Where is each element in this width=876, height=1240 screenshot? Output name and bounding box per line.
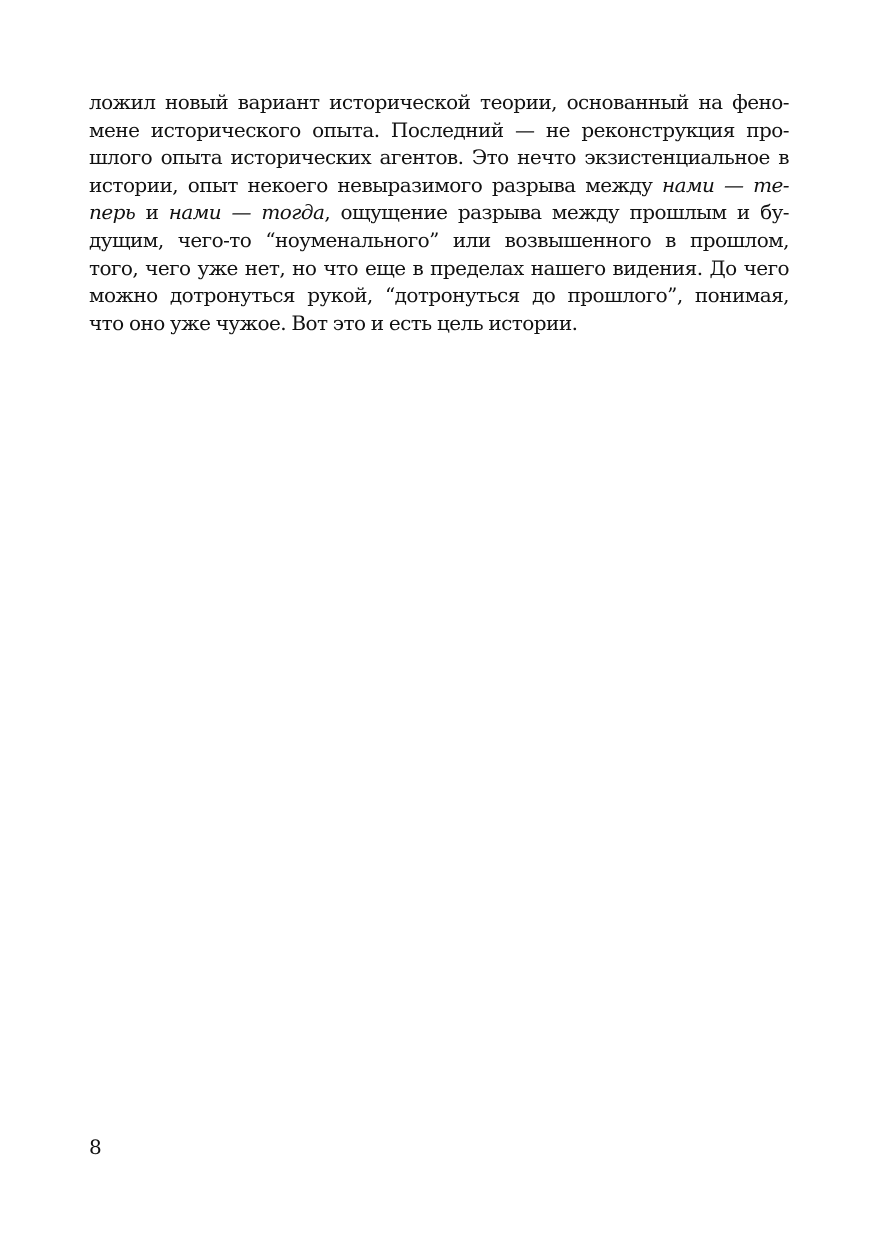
text-line: что оно уже чужое. Вот это и есть цель истории. [89,310,578,335]
italic-phrase: перь [89,200,136,225]
italic-phrase: нами — тогда [168,200,325,225]
italic-phrase: нами — те- [661,172,789,197]
text-line: ложил новый вариант исторической теории, основанный на фено- [89,90,789,114]
text-line: перь и нами — тогда, ощущение разрыва между прошлым и бу- [89,200,790,225]
text-line: мене исторического опыта. Последний — не реконструкция про- [89,117,789,142]
text-line: шлого опыта исторических агентов. Это нечто экзистенциальное в [89,145,789,170]
text-line: можно дотронуться рукой, “дотронуться до прошлого”, понимая, [89,283,789,308]
body-paragraph [89,89,789,337]
page-number: 8 [89,1135,102,1159]
text-line: того, чего уже нет, но что еще в пределах нашего видения. До чего [89,255,789,280]
text-line: дущим, чего-то “ноуменального” или возвышенного в прошлом, [89,227,789,252]
text-line: истории, опыт некоего невыразимого разрыва между нами — те- [89,172,789,197]
